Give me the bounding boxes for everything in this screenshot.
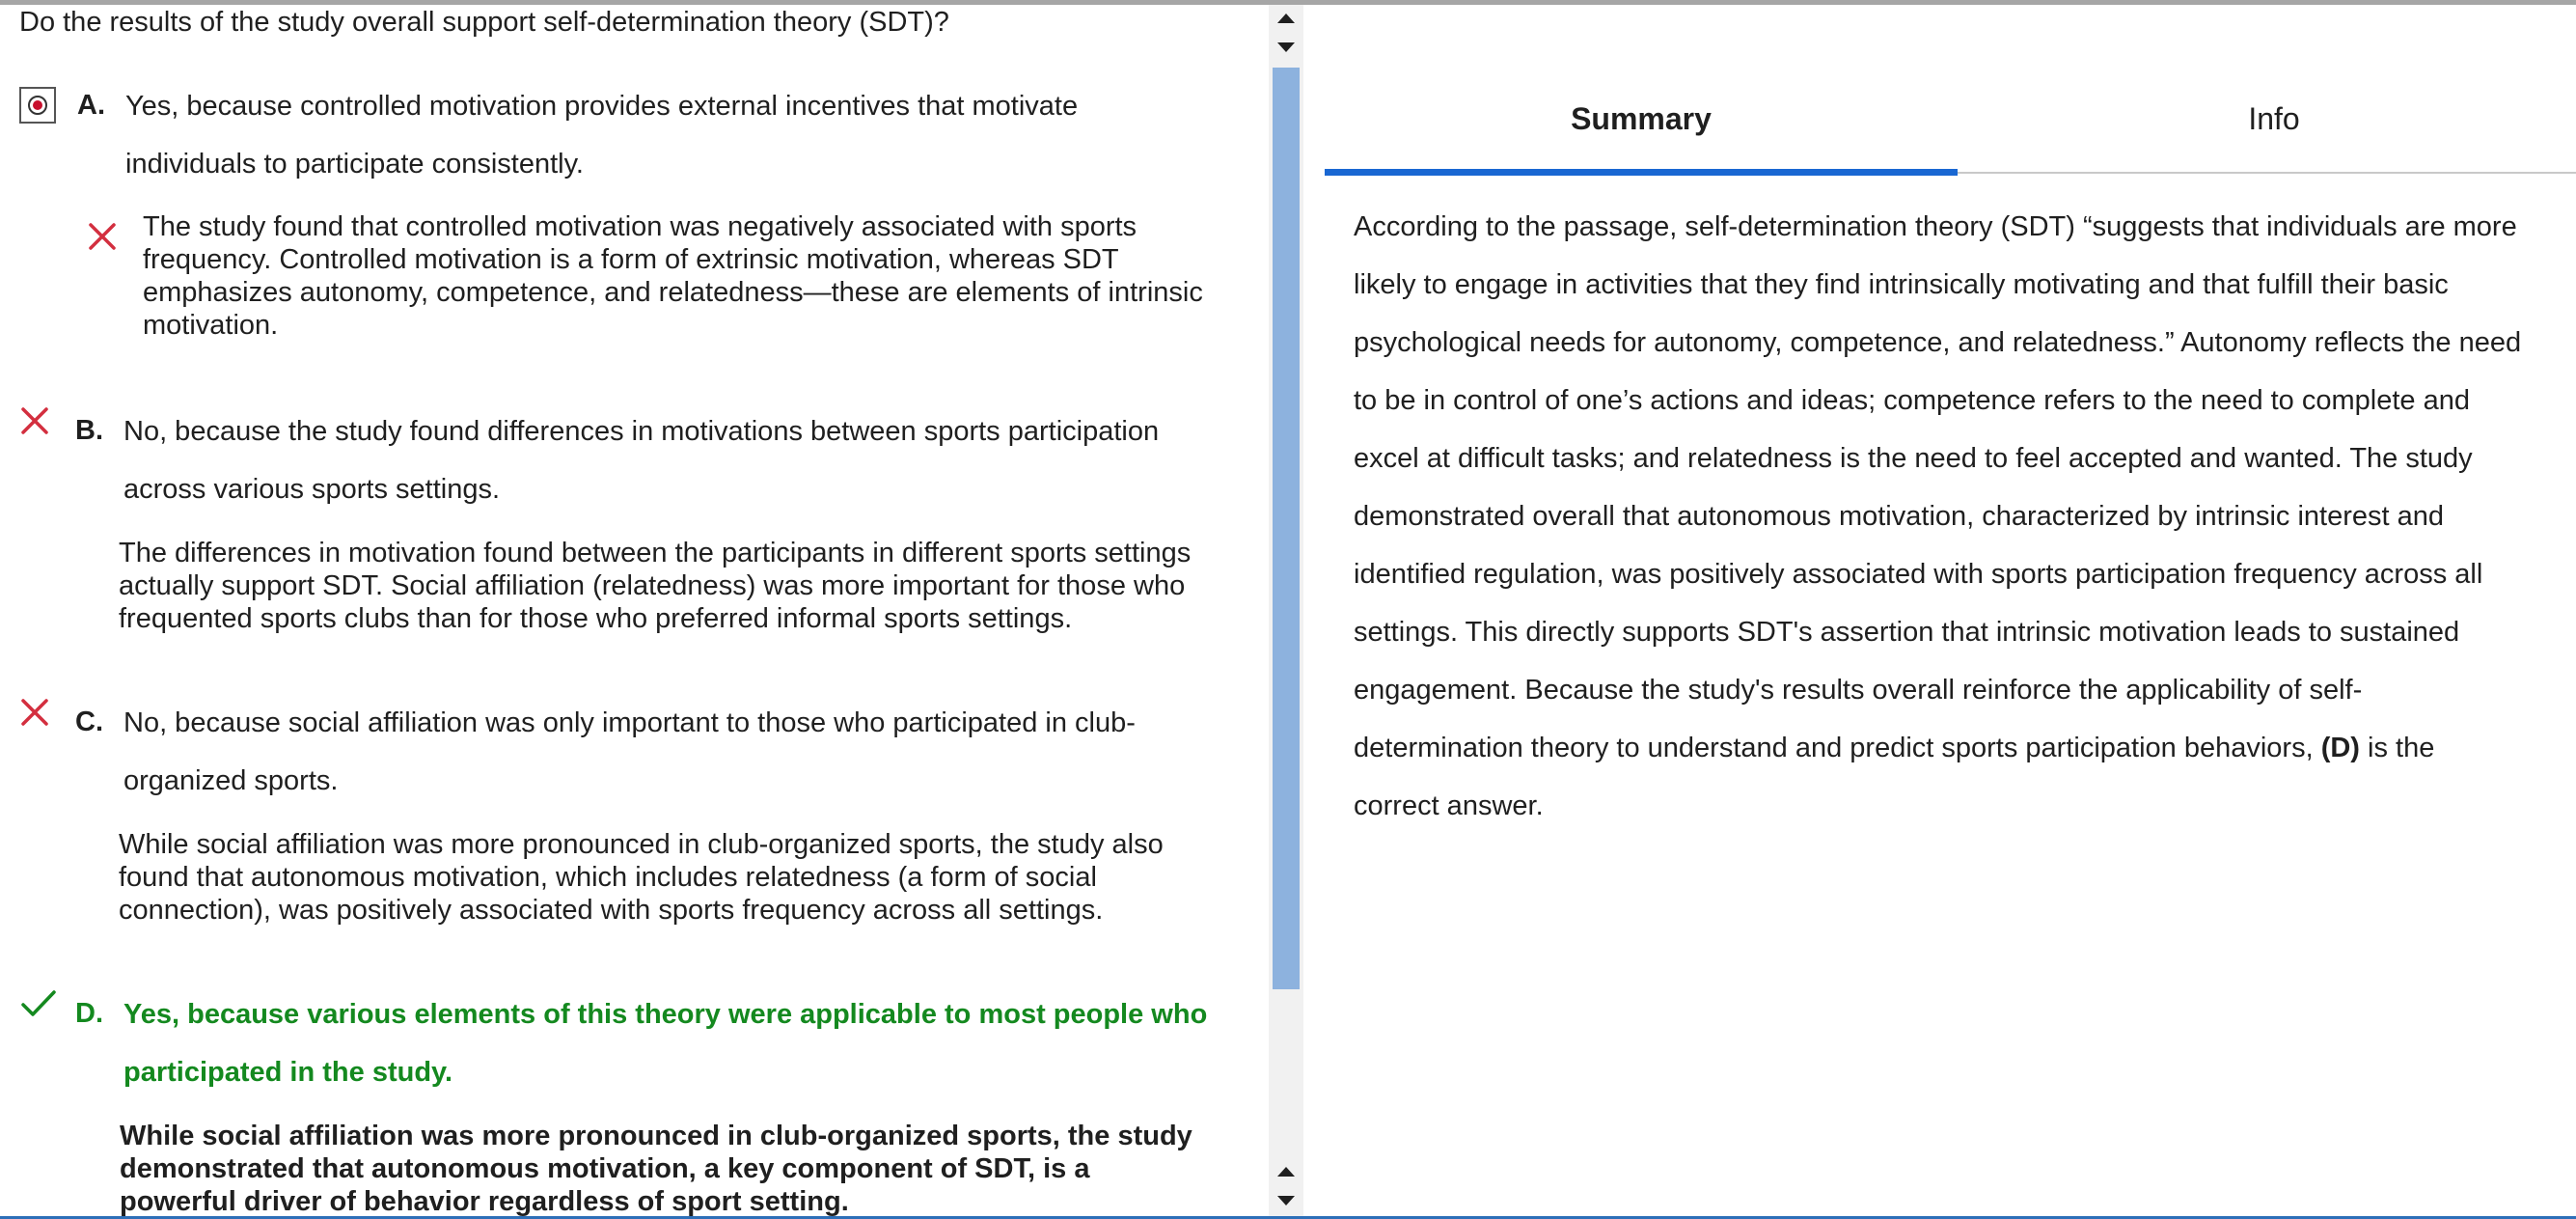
scroll-up-arrow-icon[interactable]	[1271, 5, 1302, 32]
option-c-letter: C.	[75, 706, 103, 737]
option-b-text[interactable]: No, because the study found differences in motivations between sports participation across various sports settings.	[123, 416, 1160, 505]
option-c-explanation: While social affiliation was more pronounced in club-organized sports, the study also found that autonomous motivation, which includes relatedness (a form of social connection), was positively associated with sports frequency across all settings.	[119, 829, 1164, 926]
option-d-explanation: While social affiliation was more pronounced in club-organized sports, the study demonstrated that autonomous motivation, a key component of SDT, is a powerful driver of behavior regardless of sport setting.	[120, 1121, 1192, 1216]
active-tab-indicator	[1325, 169, 1958, 176]
pane-divider[interactable]	[1303, 5, 1325, 1216]
scroll-down-arrow-icon[interactable]	[1271, 34, 1302, 61]
option-b-letter: B.	[75, 415, 103, 446]
tab-info[interactable]: Info	[2248, 101, 2300, 136]
option-a-text[interactable]: Yes, because controlled motivation provides external incentives that motivate individuals to participate consistently.	[125, 91, 1079, 180]
x-mark-icon	[87, 221, 118, 252]
question-pane	[0, 5, 1269, 1216]
option-a-explanation: The study found that controlled motivation was negatively associated with sports frequency. Controlled motivation is a form of extrinsic motivation, whereas SDT emphasizes autonomy, competence, and relatedness—these are elements of intrinsic motivation.	[143, 211, 1203, 341]
radio-selected-icon[interactable]	[19, 87, 56, 124]
tab-summary[interactable]: Summary	[1571, 101, 1712, 136]
question-stem: Do the results of the study overall support self-determination theory (SDT)?	[19, 7, 949, 38]
option-b-explanation: The differences in motivation found between the participants in different sports settings actually support SDT. Social affiliation (relatedness) was more important for those who frequented sports clubs than for those who preferred informal sports settings.	[119, 538, 1192, 634]
explanation-pane	[1325, 5, 2576, 1216]
option-d-letter: D.	[75, 998, 103, 1029]
answer-reference: (D)	[2320, 733, 2360, 763]
option-d-text[interactable]: Yes, because various elements of this theory were applicable to most people who participated in the study.	[123, 999, 1208, 1088]
scroll-down-arrow-icon[interactable]	[1271, 1187, 1302, 1214]
scrollbar-thumb[interactable]	[1273, 68, 1300, 989]
option-c-text[interactable]: No, because social affiliation was only important to those who participated in club- organized sports.	[123, 707, 1136, 796]
check-mark-icon	[19, 988, 58, 1019]
scroll-up-arrow-icon[interactable]	[1271, 1158, 1302, 1185]
option-a-letter: A.	[77, 90, 105, 121]
summary-text: According to the passage, self-determination theory (SDT) “suggests that individuals are more likely to engage in activities that they find intrinsically motivating and that fulfill their basic psychological needs for autonomy, competence, and relatedness.” Autonomy reflects the need to be in control of one’s actions and ideas; competence refers to the need to complete and excel at difficult tasks; and relatedness is the need to feel accepted and wanted. The study demonstrated overall that autonomous motivation, characterized by intrinsic interest and identified regulation, was positively associated with sports participation frequency across all settings. This directly supports SDT's assertion that intrinsic motivation leads to sustained engagement. Because the study's results overall reinforce the applicability of self- determination theory to understand and predict sports participation behaviors, (D) is the correct answer.	[1354, 211, 2522, 821]
x-mark-icon	[19, 405, 50, 436]
x-mark-icon	[19, 697, 50, 728]
